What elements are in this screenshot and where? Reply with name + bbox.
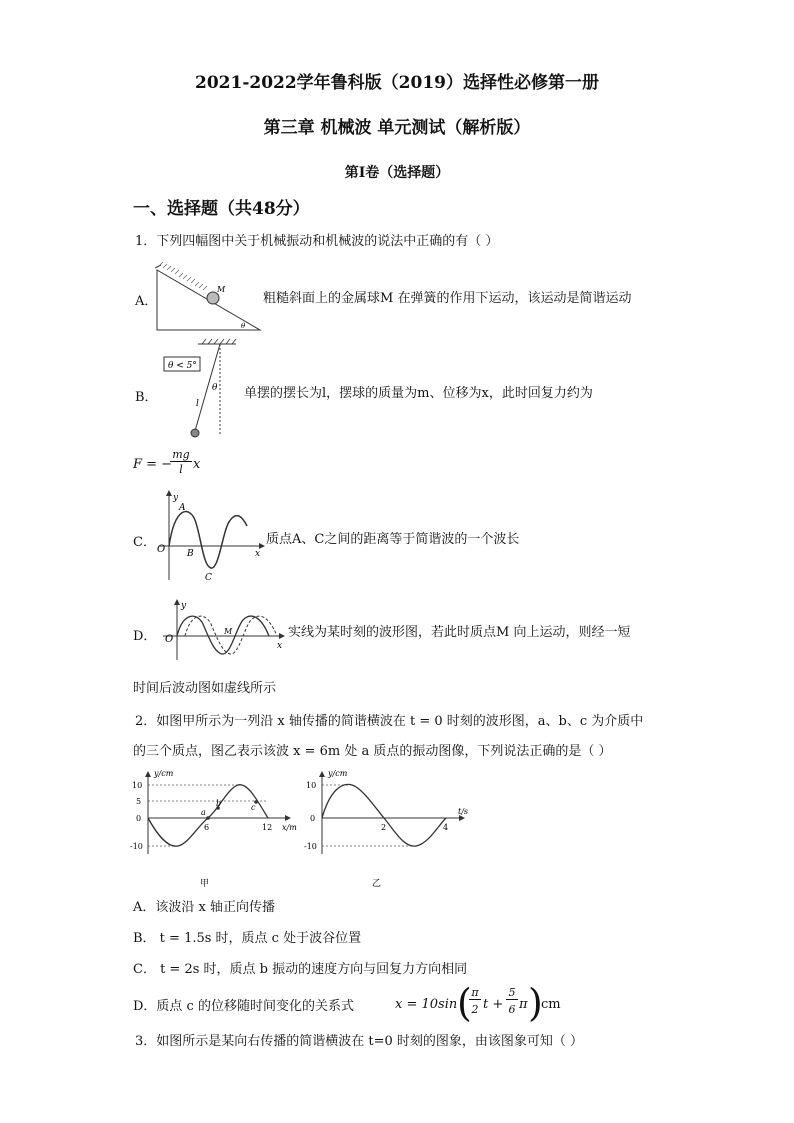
jia-ytick-5: 5 xyxy=(136,797,142,806)
q2-option-a: A．该波沿 x 轴正向传播 xyxy=(133,900,275,915)
yi-x-axis-label: t/s xyxy=(458,807,469,816)
yi-y-axis-label: y/cm xyxy=(328,769,348,778)
wave-d-point-m: M xyxy=(224,627,233,636)
yi-xtick-4: 4 xyxy=(443,823,449,832)
q1-option-d-letter: D． xyxy=(133,629,157,644)
q1-option-d-text: 实线为某时刻的波形图，若此时质点M 向上运动，则经一短 xyxy=(288,625,631,640)
incline-angle-label: θ xyxy=(241,322,246,330)
vibration-figure-yi xyxy=(302,766,478,892)
wave-d-x-label: x xyxy=(277,641,283,651)
jia-y-axis-label: y/cm xyxy=(154,769,174,778)
jia-point-b: b xyxy=(216,799,222,808)
jia-ytick-0: 0 xyxy=(136,814,142,823)
q2-option-d: D．质点 c 的位移随时间变化的关系式 xyxy=(133,999,354,1014)
wave-d-y-label: y xyxy=(181,601,187,611)
wave-d-origin-label: O xyxy=(165,634,174,645)
yi-caption: 乙 xyxy=(372,879,382,889)
document-subtitle: 第三章 机械波 单元测试（解析版） xyxy=(263,118,531,138)
yi-ytick-neg10: -10 xyxy=(304,842,317,851)
q1-option-b-text: 单摆的摆长为l，摆球的质量为m、位移为x，此时回复力约为 xyxy=(244,386,593,401)
question-1-stem: 1．下列四幅图中关于机械振动和机械波的说法中正确的有（ ） xyxy=(135,234,499,249)
yi-xtick-2: 2 xyxy=(381,823,387,832)
pendulum-theta-label: θ xyxy=(212,383,218,393)
q2-option-c: C． t = 2s 时，质点 b 振动的速度方向与回复力方向相同 xyxy=(133,962,468,977)
jia-caption: 甲 xyxy=(200,879,210,889)
question-2-stem-line1: 2．如图甲所示为一列沿 x 轴传播的简谐横波在 t = 0 时刻的波形图，a、b、c 为介质中 xyxy=(135,714,644,729)
wave-c-point-c: C xyxy=(205,573,212,582)
incline-mass-label: M xyxy=(217,285,226,294)
q1-option-a-letter: A． xyxy=(135,294,158,309)
wave-c-point-a: A xyxy=(179,503,186,513)
jia-xtick-12: 12 xyxy=(262,823,273,832)
q2-option-b: B． t = 1.5s 时，质点 c 处于波谷位置 xyxy=(133,931,362,946)
yi-ytick-10: 10 xyxy=(306,781,317,790)
jia-ytick-10: 10 xyxy=(132,781,143,790)
q1-option-a-text: 粗糙斜面上的金属球M 在弹簧的作用下运动，该运动是简谐运动 xyxy=(263,291,632,306)
question-3-stem: 3．如图所示是某向右传播的简谐横波在 t=0 时刻的图象，由该图象可知（ ） xyxy=(135,1034,584,1049)
section-heading: 一、选择题（共48分） xyxy=(133,199,310,219)
q1-option-b-letter: B． xyxy=(135,390,158,405)
q1-option-c-letter: C． xyxy=(133,535,156,550)
wave-figure-c xyxy=(155,490,265,582)
pendulum-figure xyxy=(158,338,238,440)
wave-figure-jia xyxy=(128,766,308,892)
jia-point-c: c xyxy=(251,803,256,812)
jia-xtick-6: 6 xyxy=(204,823,210,832)
incline-figure xyxy=(155,262,265,334)
wave-c-origin-label: O xyxy=(157,544,166,555)
question-2-stem-line2: 的三个质点，图乙表示该波 x = 6m 处 a 质点的振动图像，下列说法正确的是（ ） xyxy=(133,744,612,759)
wave-c-x-label: x xyxy=(255,549,261,559)
yi-ytick-0: 0 xyxy=(310,814,316,823)
document-title: 2021-2022学年鲁科版（2019）选择性必修第一册 xyxy=(195,73,599,93)
q1-option-d-text-continued: 时间后波动图如虚线所示 xyxy=(133,681,277,696)
wave-c-point-b: B xyxy=(187,549,194,559)
volume-label: 第Ⅰ卷（选择题） xyxy=(344,165,450,181)
wave-c-y-label: y xyxy=(173,493,179,503)
pendulum-length-label: l xyxy=(196,399,199,409)
q1-option-c-text: 质点A、C之间的距离等于简谐波的一个波长 xyxy=(266,532,520,547)
jia-ytick-neg10: -10 xyxy=(130,842,143,851)
jia-point-a: a xyxy=(201,808,206,817)
pendulum-angle-box: θ < 5° xyxy=(168,361,197,371)
jia-x-axis-label: x/m xyxy=(282,823,297,832)
wave-figure-d xyxy=(157,598,285,662)
